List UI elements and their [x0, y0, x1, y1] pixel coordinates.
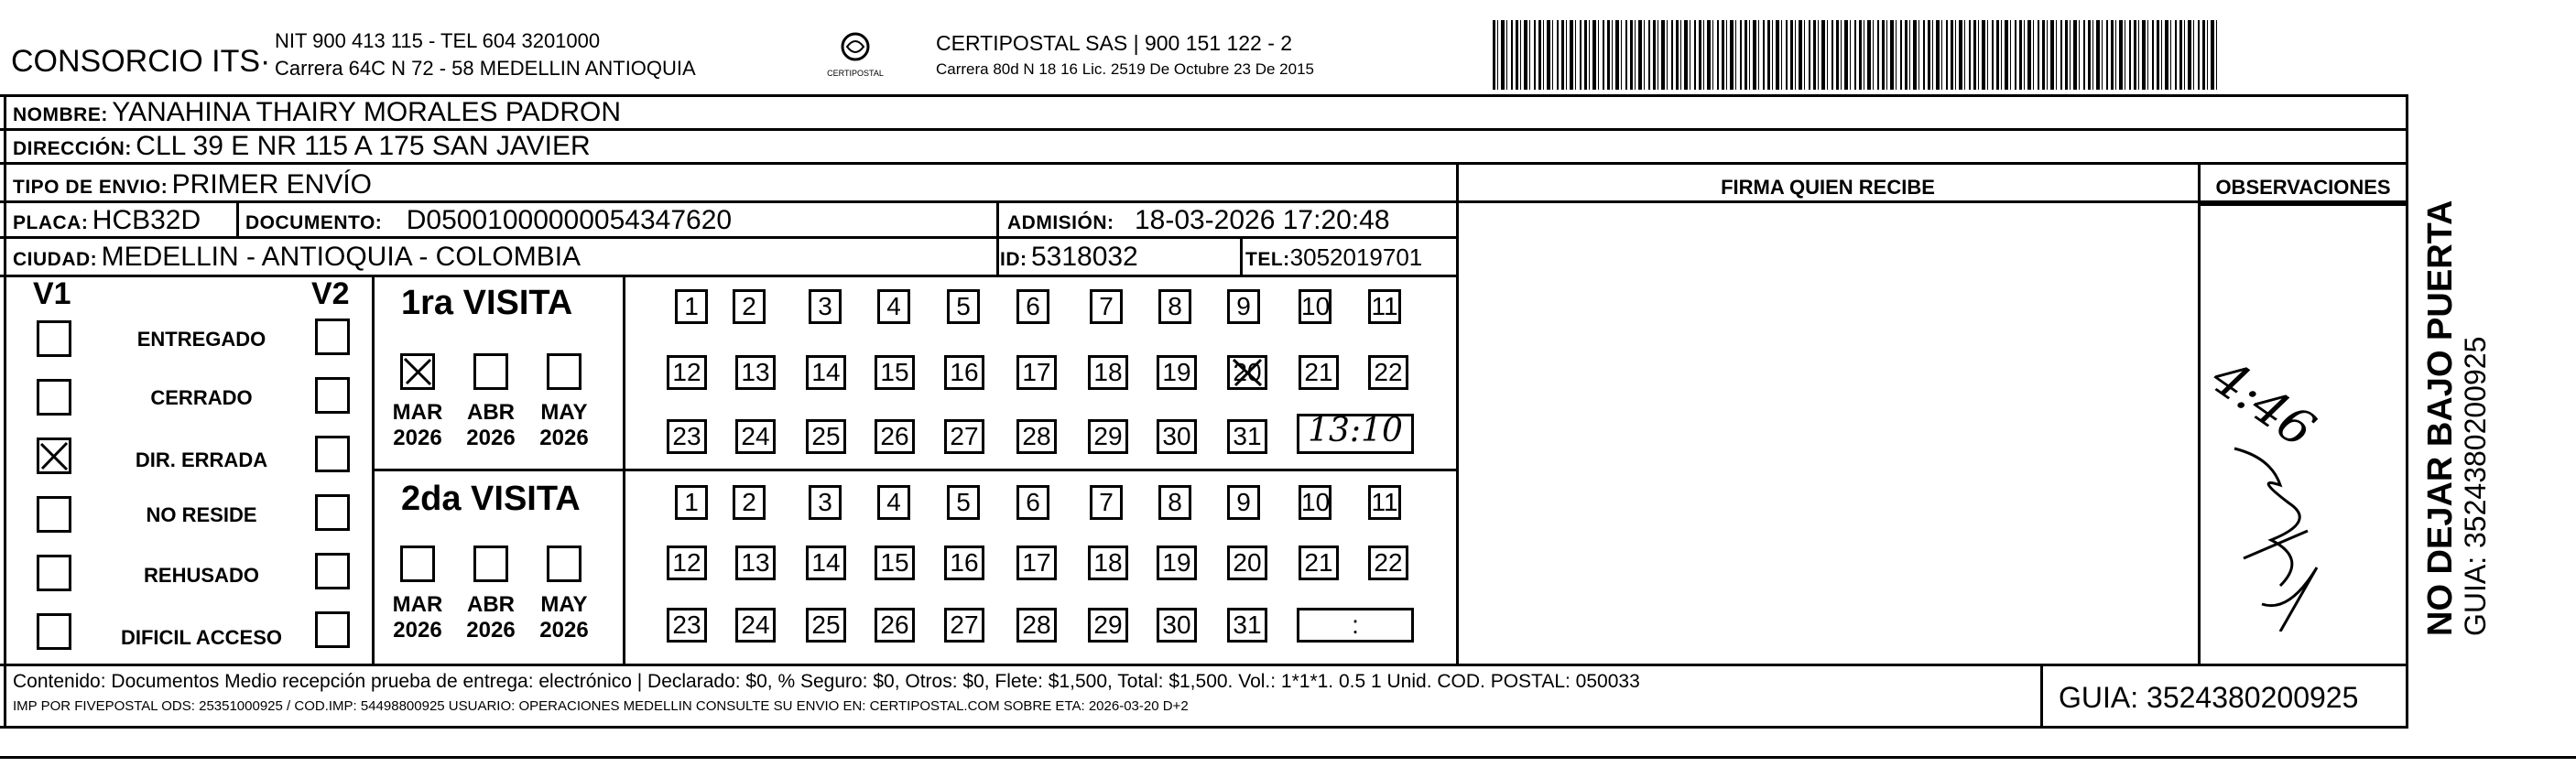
first-visit-day[interactable]: 17	[1016, 355, 1057, 390]
second-visit-day[interactable]: 7	[1090, 485, 1123, 520]
first-visit-day[interactable]: 28	[1016, 419, 1057, 454]
admision-label: ADMISIÓN:	[1007, 212, 1114, 233]
id-cell	[1000, 242, 1138, 273]
ciudad-value: MEDELLIN - ANTIOQUIA - COLOMBIA	[101, 242, 582, 272]
admision-cell	[1007, 205, 1390, 236]
second-visit-year-label: 2026	[466, 618, 516, 643]
first-visit-month-mar[interactable]	[400, 353, 435, 390]
status-dir-errada: DIR. ERRADA	[135, 448, 268, 471]
second-visit-day[interactable]: 21	[1299, 546, 1339, 580]
second-visit-day[interactable]: 9	[1227, 485, 1260, 520]
tipo-label: TIPO DE ENVIO:	[13, 177, 168, 198]
first-visit-day[interactable]: 19	[1157, 355, 1197, 390]
second-visit-day[interactable]: 13	[735, 546, 776, 580]
first-visit-day[interactable]: 1	[675, 289, 708, 324]
direccion-value: CLL 39 E NR 115 A 175 SAN JAVIER	[136, 131, 591, 161]
first-visit-month-abr[interactable]	[473, 353, 508, 390]
footer-line-2: IMP POR FIVEPOSTAL ODS: 25351000925 / COD.IMP: 54498800925 USUARIO: OPERACIONES MEDELLIN CONSULTE SU ENVIO EN: CERTIPOSTAL.COM SOBRE ETA: 2026-03-20 D+2	[13, 698, 1189, 714]
first-visit-day[interactable]: 26	[875, 419, 915, 454]
second-visit-day[interactable]: 27	[944, 608, 984, 643]
v1-checkbox-cerrado[interactable]	[37, 379, 71, 416]
first-visit-day[interactable]: 30	[1157, 419, 1197, 454]
second-visit-day[interactable]: 12	[667, 546, 707, 580]
second-visit-day[interactable]: 16	[944, 546, 984, 580]
second-visit-day[interactable]: 6	[1016, 485, 1049, 520]
v2-checkbox-dir-errada[interactable]	[315, 436, 350, 472]
placa-value: HCB32D	[92, 205, 201, 235]
first-visit-month-label: MAY	[540, 400, 588, 425]
header	[0, 0, 2576, 101]
first-visit-day[interactable]: 6	[1016, 289, 1049, 324]
id-label: ID:	[1000, 249, 1027, 270]
first-visit-day[interactable]: 7	[1090, 289, 1123, 324]
second-visit-day[interactable]: 22	[1368, 546, 1408, 580]
second-visit-time[interactable]: :	[1297, 608, 1414, 643]
second-visit-day[interactable]: 1	[675, 485, 708, 520]
first-visit-year-label: 2026	[539, 426, 589, 450]
documento-value: D05001000000054347620	[406, 205, 733, 235]
second-visit-day[interactable]: 26	[875, 608, 915, 643]
firma-header: FIRMA QUIEN RECIBE	[1721, 176, 1935, 199]
tipo-value: PRIMER ENVÍO	[171, 169, 373, 200]
ciudad-cell	[13, 242, 581, 273]
placa-label: PLACA:	[13, 212, 89, 233]
second-visit-day[interactable]: 3	[809, 485, 842, 520]
footer-guia: GUIA: 3524380200925	[2059, 681, 2359, 714]
second-visit-day[interactable]: 30	[1157, 608, 1197, 643]
first-visit-day[interactable]: 12	[667, 355, 707, 390]
first-visit-day[interactable]: 15	[875, 355, 915, 390]
barcode	[1493, 20, 2218, 90]
second-visit-day[interactable]: 4	[877, 485, 910, 520]
second-visit-day[interactable]: 2	[733, 485, 766, 520]
v2-checkbox-rehusado[interactable]	[315, 553, 350, 589]
first-visit-day[interactable]: 22	[1368, 355, 1408, 390]
v1-checkbox-dir-errada[interactable]	[37, 438, 71, 474]
certipostal-logo	[813, 31, 897, 86]
first-visit-day[interactable]: 21	[1299, 355, 1339, 390]
second-visit-title: 2da VISITA	[401, 480, 581, 518]
second-visit-month-label: ABR	[467, 592, 515, 617]
second-visit-month-may[interactable]	[547, 546, 582, 582]
observaciones-header: OBSERVACIONES	[2215, 176, 2391, 199]
first-visit-day[interactable]: 29	[1088, 419, 1128, 454]
second-visit-day[interactable]: 18	[1088, 546, 1128, 580]
second-visit-day[interactable]: 11	[1368, 485, 1401, 520]
status-cerrado: CERRADO	[150, 386, 253, 409]
v1-label: V1	[33, 276, 71, 311]
company-name: CONSORCIO ITS·	[11, 44, 271, 79]
first-visit-day[interactable]: 25	[806, 419, 846, 454]
first-visit-month-label: ABR	[467, 400, 515, 425]
v2-checkbox-no-reside[interactable]	[315, 494, 350, 531]
v1-checkbox-no-reside[interactable]	[37, 496, 71, 533]
tipo-row	[13, 169, 372, 200]
side-guia: GUIA: 3524380200925	[2459, 336, 2492, 636]
second-visit-day[interactable]: 5	[947, 485, 980, 520]
second-visit-day[interactable]: 10	[1299, 485, 1331, 520]
placa-cell	[13, 205, 201, 236]
signature-scribble-icon	[2216, 329, 2381, 632]
direccion-label: DIRECCIÓN:	[13, 138, 132, 159]
first-visit-day[interactable]: 11	[1368, 289, 1401, 324]
status-dificil-acceso: DIFICIL ACCESO	[120, 626, 282, 649]
first-visit-year-label: 2026	[393, 426, 442, 450]
first-visit-day[interactable]: 10	[1299, 289, 1331, 324]
second-visit-month-label: MAR	[392, 592, 443, 617]
no-dejar-bajo-puerta: NO DEJAR BAJO PUERTA	[2421, 200, 2460, 636]
second-visit-day[interactable]: 15	[875, 546, 915, 580]
second-visit-month-mar[interactable]	[400, 546, 435, 582]
first-visit-day[interactable]: 18	[1088, 355, 1128, 390]
v2-label: V2	[311, 276, 350, 311]
first-visit-title: 1ra VISITA	[401, 284, 573, 322]
first-visit-day[interactable]: 9	[1227, 289, 1260, 324]
second-visit-day[interactable]: 23	[667, 608, 707, 643]
crossed-day-number: 20	[1233, 358, 1262, 386]
checkmark-x-icon	[39, 440, 69, 471]
first-visit-year-label: 2026	[466, 426, 516, 450]
first-visit-day[interactable]: 5	[947, 289, 980, 324]
v1-checkbox-rehusado[interactable]	[37, 555, 71, 591]
second-visit-day[interactable]: 29	[1088, 608, 1128, 643]
first-visit-time[interactable]	[1297, 414, 1414, 454]
side-vertical-text	[2422, 200, 2492, 636]
first-visit-day[interactable]: 24	[735, 419, 776, 454]
second-visit-year-label: 2026	[539, 618, 589, 643]
second-visit-day[interactable]: 20	[1227, 546, 1267, 580]
second-visit-day[interactable]: 8	[1158, 485, 1191, 520]
first-visit-day[interactable]: 3	[809, 289, 842, 324]
status-no-reside: NO RESIDE	[146, 503, 257, 526]
footer-line-1: Contenido: Documentos Medio recepción prueba de entrega: electrónico | Declarado: $0, % Seguro: $0, Otros: $0, Flete: $1,500, Total: $1,500. Vol.: 1*1*1. 0.5 1 Unid. COD. POSTAL: 050033	[13, 671, 1640, 692]
first-visit-month-label: MAR	[392, 400, 443, 425]
first-visit-day[interactable]: 23	[667, 419, 707, 454]
first-visit-day[interactable]: 2	[733, 289, 766, 324]
certipostal-license: Carrera 80d N 18 16 Lic. 2519 De Octubre 23 De 2015	[936, 60, 1314, 78]
v2-checkbox-cerrado[interactable]	[315, 377, 350, 414]
first-visit-day[interactable]: 16	[944, 355, 984, 390]
tel-value: 3052019701	[1289, 243, 1423, 271]
nombre-label: NOMBRE:	[13, 104, 108, 125]
admision-value: 18-03-2026 17:20:48	[1134, 205, 1390, 235]
logo-text: CERTIPOSTAL	[827, 69, 884, 78]
first-visit-day[interactable]: 14	[806, 355, 846, 390]
second-visit-day[interactable]: 17	[1016, 546, 1057, 580]
id-value: 5318032	[1030, 242, 1138, 272]
logo-icon	[835, 31, 875, 64]
observaciones-note: 4:46	[2201, 348, 2326, 459]
nit-line: NIT 900 413 115 - TEL 604 3201000	[275, 29, 601, 52]
v2-checkbox-dificil-acceso[interactable]	[315, 611, 350, 648]
first-visit-day[interactable]: 13	[735, 355, 776, 390]
tel-cell	[1245, 243, 1422, 272]
first-visit-month-may[interactable]	[547, 353, 582, 390]
tel-label: TEL:	[1245, 249, 1290, 270]
direccion-row	[13, 131, 591, 162]
first-visit-day[interactable]: 27	[944, 419, 984, 454]
v2-checkbox-entregado[interactable]	[315, 319, 350, 355]
second-visit-day[interactable]: 24	[735, 608, 776, 643]
nombre-row	[13, 97, 621, 128]
observaciones-handwriting	[2201, 329, 2381, 632]
second-visit-day[interactable]: 25	[806, 608, 846, 643]
second-visit-day[interactable]: 14	[806, 546, 846, 580]
nombre-value: YANAHINA THAIRY MORALES PADRON	[112, 97, 621, 127]
status-rehusado: REHUSADO	[144, 564, 259, 587]
checkmark-x-icon	[403, 356, 432, 387]
second-visit-day[interactable]: 31	[1227, 608, 1267, 643]
documento-label: DOCUMENTO:	[245, 212, 383, 233]
address-line: Carrera 64C N 72 - 58 MEDELLIN ANTIOQUIA	[275, 57, 696, 80]
v1-checkbox-entregado[interactable]	[37, 320, 71, 357]
first-visit-day[interactable]: 4	[877, 289, 910, 324]
v1-checkbox-dificil-acceso[interactable]	[37, 613, 71, 650]
cross-mark-icon	[1230, 358, 1265, 387]
second-visit-day[interactable]: 19	[1157, 546, 1197, 580]
second-visit-month-label: MAY	[540, 592, 588, 617]
certipostal-line: CERTIPOSTAL SAS | 900 151 122 - 2	[936, 31, 1293, 55]
status-entregado: ENTREGADO	[136, 328, 266, 351]
first-visit-time-value: 13:10	[1308, 412, 1403, 449]
second-visit-year-label: 2026	[393, 618, 442, 643]
ciudad-label: CIUDAD:	[13, 249, 98, 270]
documento-cell	[245, 205, 732, 236]
first-visit-day[interactable]: 8	[1158, 289, 1191, 324]
first-visit-day[interactable]: 31	[1227, 419, 1267, 454]
first-visit-day-crossed[interactable]	[1227, 355, 1267, 390]
second-visit-month-abr[interactable]	[473, 546, 508, 582]
second-visit-day[interactable]: 28	[1016, 608, 1057, 643]
